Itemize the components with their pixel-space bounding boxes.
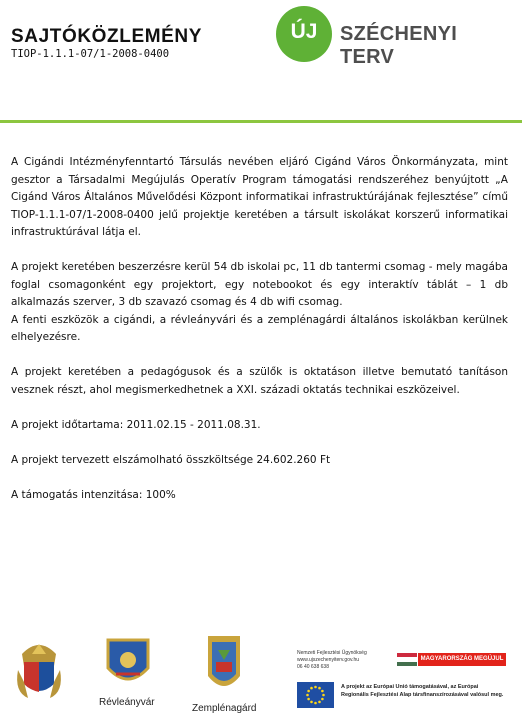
paragraph-placement: A fenti eszközök a cigándi, a révleányvári és a zemplénagárdi általános iskolákban kerülnek elhelyezésre. [11, 313, 508, 343]
eu-funding-statement [341, 684, 519, 699]
hungarian-flag-icon [397, 653, 417, 666]
press-release-body [11, 154, 508, 504]
paragraph-duration: A projekt időtartama: 2011.02.15 - 2011.08.31. [11, 418, 261, 431]
footer [0, 620, 522, 724]
paragraph-procurement: A projekt keretében beszerzésre kerül 54 db iskolai pc, 11 db tantermi csomag - mely magába foglal csomagonként egy projektort, egy notebookot és egy interaktív táblát – 1 db alkalmazás szerver, 3 db szavazó csomag és 4 db wifi csomag. [11, 261, 508, 308]
agency-website: www.ujszechenyiterv.gov.hu [297, 657, 360, 663]
eu-funding-line-2: Regionális Fejlesztési Alap társfinanszírozásával valósul meg. [341, 691, 504, 698]
agency-phone: 06 40 638 638 [297, 664, 329, 670]
project-reference: TIOP-1.1.1-07/1-2008-0400 [11, 48, 170, 60]
paragraph-intensity: A támogatás intenzitása: 100% [11, 488, 176, 501]
cigand-crest-icon [14, 632, 64, 704]
paragraph-cost: A projekt tervezett elszámolható összköltsége 24.602.260 Ft [11, 453, 331, 466]
paragraph-intro: A Cigándi Intézményfenntartó Társulás nevében eljáró Cigánd Város Önkormányzata, mint gesztor a Társadalmi Megújulás Operatív Program támogatási rendszeréhez benyújtott „A Cigánd Város Általános Művelődési Központ informatikai infrastruktúrájának fejlesztése” című TIOP-1.1.1-07/1-2008-0400 jelű projektje keretében a társult iskolákat korszerű informatikai infrastruktúrával látja el. [11, 156, 508, 238]
eu-funding-line-1: A projekt az Európai Unió támogatásával, az Európai [341, 684, 479, 690]
town-name-revleanyvar: Révleányvár [99, 697, 155, 708]
logo-name: SZÉCHENYI TERV [340, 23, 458, 68]
szechenyi-terv-logo [276, 6, 516, 66]
press-release-title: SAJTÓKÖZLEMÉNY [11, 26, 203, 47]
zemplenagard-crest-icon [202, 632, 246, 698]
eu-flag-icon [297, 682, 334, 708]
agency-name: Nemzeti Fejlesztési Ügynökség [297, 650, 367, 656]
town-name-zemplenagard: Zemplénagárd [192, 703, 257, 714]
hungary-renews-banner: MAGYARORSZÁG MEGÚJUL [418, 653, 506, 666]
revleanyvar-crest-icon [103, 634, 153, 692]
logo-badge: ÚJ [290, 20, 318, 43]
agency-info [297, 650, 367, 671]
header-divider [0, 120, 522, 123]
paragraph-training: A projekt keretében a pedagógusok és a szülők is oktatáson illetve bemutató tanításon vesznek részt, ahol megismerkedhetnek a XXI. századi oktatás technikai eszközeivel. [11, 366, 508, 396]
